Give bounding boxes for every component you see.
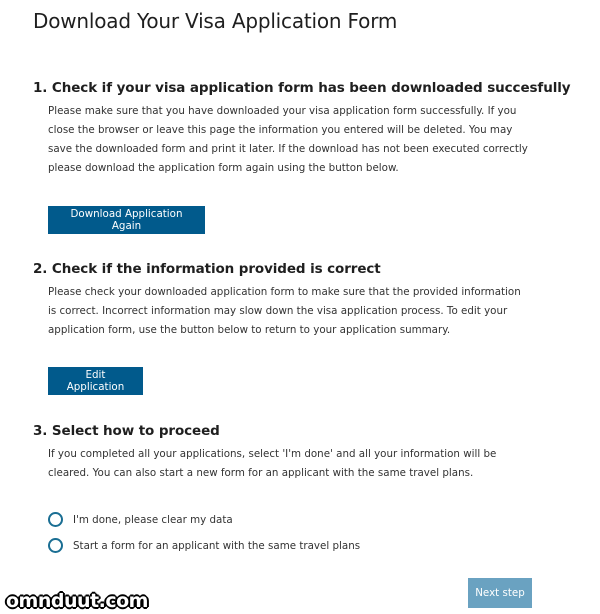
section-3-heading: 3. Select how to proceed bbox=[33, 423, 220, 439]
option-start-new-form[interactable] bbox=[48, 538, 360, 553]
section-download-check bbox=[33, 80, 573, 178]
option-im-done[interactable] bbox=[48, 512, 233, 527]
watermark: omnduut.com bbox=[6, 590, 148, 612]
section-select-proceed bbox=[33, 423, 573, 483]
radio-start-new-form[interactable] bbox=[48, 538, 63, 553]
page-title: Download Your Visa Application Form bbox=[33, 9, 398, 33]
section-information-check bbox=[33, 261, 573, 340]
next-step-button[interactable]: Next step bbox=[468, 578, 532, 608]
section-2-body: Please check your downloaded application form to make sure that the provided information is correct. Incorrect information may slow down the visa application process. To edit your application form, use the button below to return to your application summary. bbox=[48, 286, 521, 336]
radio-im-done[interactable] bbox=[48, 512, 63, 527]
option-im-done-label: I'm done, please clear my data bbox=[73, 513, 233, 526]
section-2-heading: 2. Check if the information provided is correct bbox=[33, 261, 381, 277]
option-start-new-form-label: Start a form for an applicant with the same travel plans bbox=[73, 539, 361, 552]
section-1-heading: 1. Check if your visa application form has been downloaded succesfully bbox=[33, 80, 571, 96]
edit-application-button[interactable]: Edit Application bbox=[48, 367, 143, 395]
download-application-again-button[interactable]: Download Application Again bbox=[48, 206, 205, 234]
section-1-body: Please make sure that you have downloaded your visa application form successfully. If you close the browser or leave this page the information you entered will be deleted. You may save the downloaded form and print it later. If the download has not been executed correctly please download the application form again using the button below. bbox=[48, 105, 528, 174]
section-3-body: If you completed all your applications, select 'I'm done' and all your information will be cleared. You can also start a new form for an applicant with the same travel plans. bbox=[48, 448, 497, 479]
